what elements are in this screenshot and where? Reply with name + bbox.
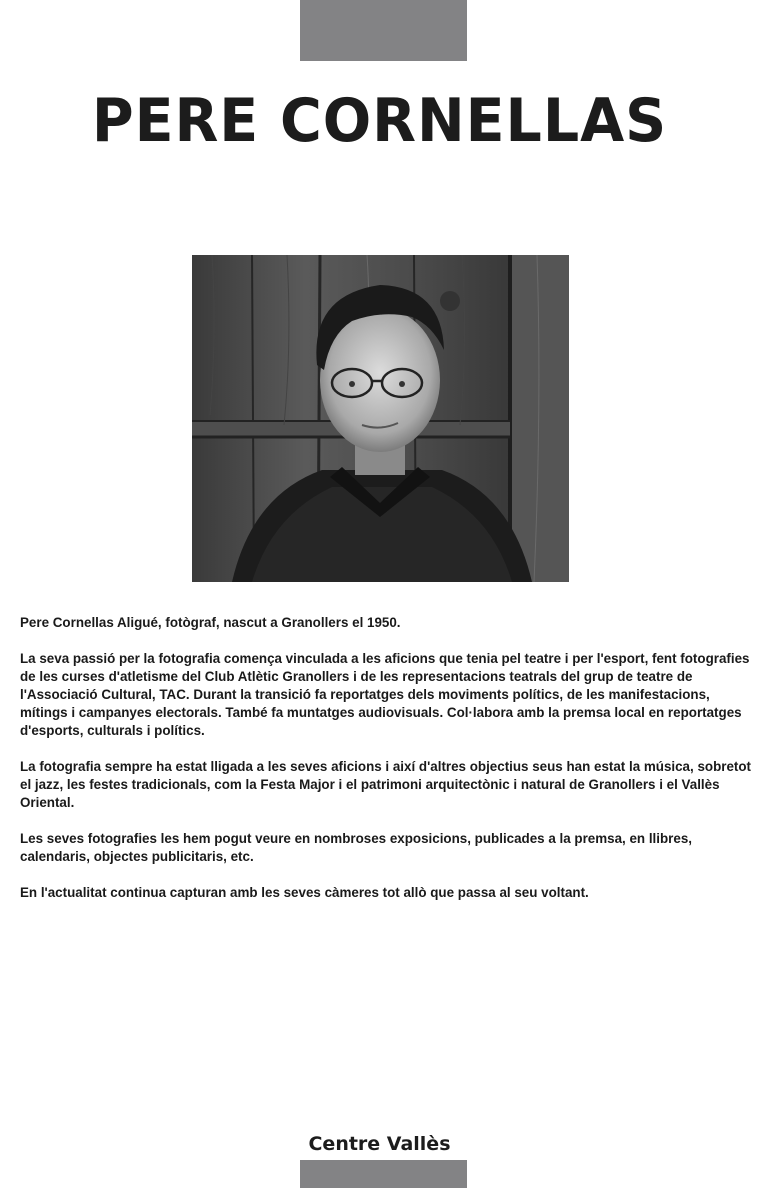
- top-bar: [300, 0, 467, 61]
- portrait-photo: [192, 255, 569, 582]
- page-title: PERE CORNELLAS: [91, 86, 668, 156]
- bio-paragraph: La seva passió per la fotografia comença vinculada a les aficions que tenia pel teatre i per l'esport, fent fotografies de les curses d'atletisme del Club Atlètic Granollers i de les representacions teatrals del grup de teatre de l'Associació Cultural, TAC. Durant la transició fa reportatges dels moviments polítics, de les manifestacions, mítings i campanyes electorals. També fa muntatges audiovisuals. Col·labora amb la premsa local en reportatges d'esports, culturals i polítics.: [20, 651, 750, 738]
- biography: [20, 614, 755, 920]
- footer-label: Centre Vallès: [308, 1133, 451, 1155]
- portrait-image: [192, 255, 569, 582]
- bio-paragraph: Pere Cornellas Aligué, fotògraf, nascut a Granollers el 1950.: [20, 615, 401, 630]
- bio-paragraph: La fotografia sempre ha estat lligada a les seves aficions i així d'altres objectius seus han estat la música, sobretot el jazz, les festes tradicionals, com la Festa Major i el patrimoni arquitectònic i natural de Granollers i el Vallès Oriental.: [20, 759, 752, 810]
- bio-paragraph: Les seves fotografies les hem pogut veure en nombroses exposicions, publicades a la premsa, en llibres, calendaris, objectes publicitaris, etc.: [20, 831, 692, 864]
- bio-paragraph: En l'actualitat continua capturan amb les seves càmeres tot allò que passa al seu voltant.: [20, 885, 589, 900]
- bottom-bar: [300, 1160, 467, 1188]
